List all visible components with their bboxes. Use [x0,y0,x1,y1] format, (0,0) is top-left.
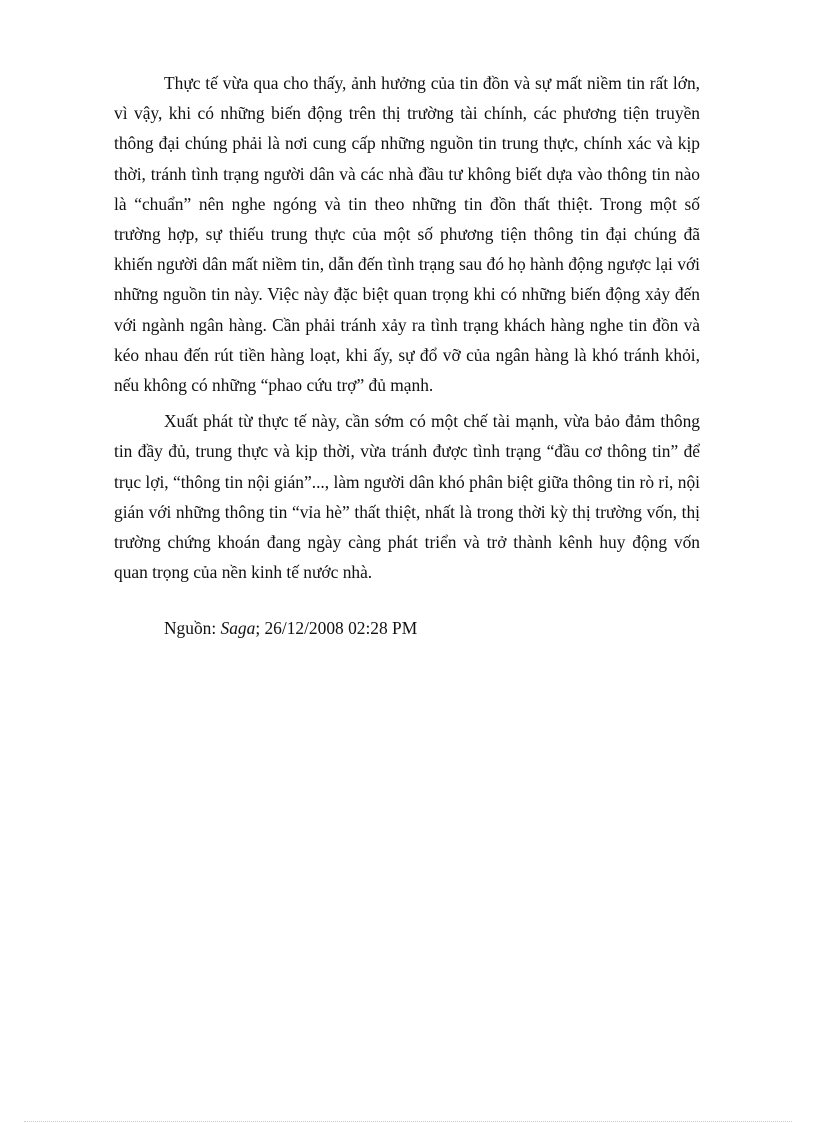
article-body [114,68,700,644]
article-paragraph-2: Xuất phát từ thực tế này, cần sớm có một chế tài mạnh, vừa bảo đảm thông tin đầy đủ, trung thực và kịp thời, vừa tránh được tình trạng “đầu cơ thông tin” để trục lợi, “thông tin nội gián”..., làm người dân khó phân biệt giữa thông tin rò rỉ, nội gián với những thông tin “vỉa hè” thất thiệt, nhất là trong thời kỳ thị trường vốn, thị trường chứng khoán đang ngày càng phát triển và trở thành kênh huy động vốn quan trọng của nền kinh tế nước nhà. [114,411,700,583]
article-paragraph-1: Thực tế vừa qua cho thấy, ảnh hưởng của tin đồn và sự mất niềm tin rất lớn, vì vậy, khi có những biến động trên thị trường tài chính, các phương tiện truyền thông đại chúng phải là nơi cung cấp những nguồn tin trung thực, chính xác và kịp thời, tránh tình trạng người dân và các nhà đầu tư không biết dựa vào thông tin nào là “chuẩn” nên nghe ngóng và tin theo những tin đồn thất thiệt. Trong một số trường hợp, sự thiếu trung thực của một số phương tiện thông tin đại chúng đã khiến người dân mất niềm tin, dẫn đến tình trạng sau đó họ hành động ngược lại với những nguồn tin này. Việc này đặc biệt quan trọng khi có những biến động xảy đến với ngành ngân hàng. Cần phải tránh xảy ra tình trạng khách hàng nghe tin đồn và kéo nhau đến rút tiền hàng loạt, khi ấy, sự đổ vỡ của ngân hàng là khó tránh khỏi, nếu không có những “phao cứu trợ” đủ mạnh. [114,73,700,396]
source-date: ; 26/12/2008 02:28 PM [255,618,418,639]
source-prefix: Nguồn: [164,618,221,639]
page-bottom-divider [24,1121,792,1122]
source-name: Saga [220,618,256,639]
article-source-line [114,613,700,643]
